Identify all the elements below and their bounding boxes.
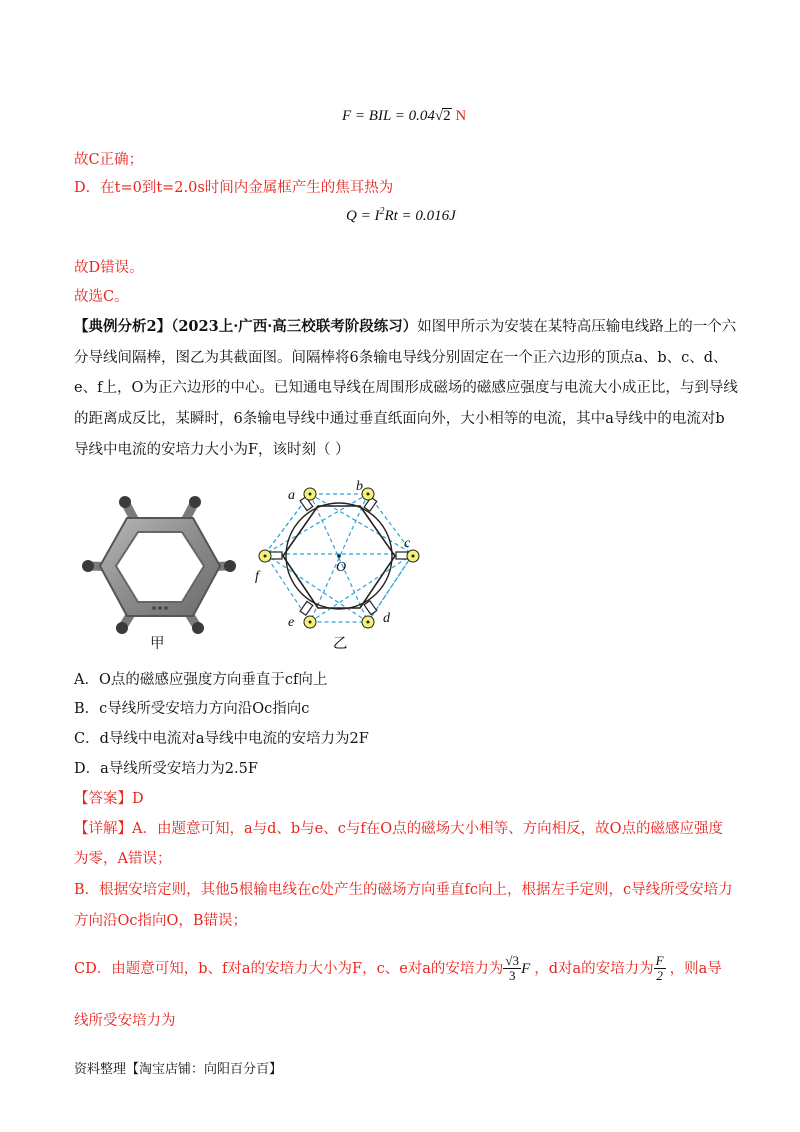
- answer: 【答案】D: [74, 791, 144, 807]
- explanation-line-5: [74, 954, 722, 983]
- formula-f-unit: N: [455, 108, 467, 124]
- frac1-num: √3: [505, 953, 520, 968]
- example-line-5: 导线中电流的安培力大小为F，该时刻（ ）: [74, 442, 350, 458]
- option-d: D．a导线所受安培力为2.5F: [74, 761, 258, 777]
- option-c: C．d导线中电流对a导线中电流的安培力为2F: [74, 731, 369, 747]
- spacer-photo: [80, 488, 240, 648]
- explanation-line-6: 线所受安培力为: [74, 1013, 176, 1029]
- formula-q-rest: Rt = 0.016J: [384, 208, 456, 224]
- label-f: f: [255, 569, 259, 584]
- frac1-tail: F: [521, 960, 531, 977]
- formula-f-radicand: 2: [443, 108, 451, 124]
- label-d: d: [383, 611, 390, 626]
- explanation-line-5b: ，d对a的安培力为: [534, 960, 654, 977]
- formula-q-sup: 2: [379, 206, 385, 217]
- line-d-wrong: 故D错误。: [74, 260, 144, 276]
- example-title: 【典例分析2】（2023上·广西·高三校联考阶段练习）: [74, 318, 418, 335]
- formula-q-text: Q = I: [346, 208, 380, 224]
- formula-q: [346, 206, 456, 225]
- caption-jia: 甲: [150, 636, 165, 652]
- footer-note: 资料整理【淘宝店铺：向阳百分百】: [74, 1062, 283, 1077]
- explanation-line-5c: ，则a导: [669, 960, 722, 977]
- explanation-line-2: 为零，A错误；: [74, 851, 172, 867]
- example-line-3: e、f上，O为正六边形的中心。已知通电导线在周围形成磁场的磁感应强度与电流大小成正比，与到导线: [74, 380, 738, 396]
- example-line-4: 的距离成反比，某瞬时，6条输电导线中通过垂直纸面向外，大小相等的电流，其中a导线中的电流对b: [74, 411, 725, 427]
- frac1-den: 3: [508, 968, 516, 983]
- label-c: c: [404, 536, 411, 551]
- label-o: O: [336, 560, 347, 575]
- example-line-2: 分导线间隔棒，图乙为其截面图。间隔棒将6条输电导线分别固定在一个正六边形的顶点a、b、c、d、: [74, 350, 728, 366]
- option-a: A．O点的磁感应强度方向垂直于cf向上: [74, 672, 328, 688]
- label-a: a: [288, 488, 295, 503]
- explanation-line-4: 方向沿Oc指向O，B错误；: [74, 913, 248, 929]
- fraction-sqrt3-over-3: [503, 954, 521, 983]
- formula-f: F = BIL = 0.04√2 N: [342, 108, 467, 124]
- spacer-photo-image: [80, 488, 240, 648]
- explanation-line-5a: CD．由题意可知，b、f对a的安培力大小为F，c、e对a的安培力为: [74, 960, 504, 977]
- line-d-statement: D．在t=0到t=2.0s时间内金属框产生的焦耳热为: [74, 180, 394, 196]
- frac2-num: F: [655, 953, 664, 968]
- fraction-f-over-2: [654, 954, 666, 983]
- explanation-line-3: B．根据安培定则，其他5根输电线在c处产生的磁场方向垂直fc向上，根据左手定则，c导线所受安培力: [74, 882, 733, 898]
- example-line-1: [74, 317, 736, 337]
- line-choose: 故选C。: [74, 289, 129, 305]
- frac2-den: 2: [656, 968, 663, 983]
- line-c-correct: 故C正确；: [74, 152, 144, 168]
- label-b: b: [356, 479, 363, 494]
- formula-f-lhs: F = BIL = 0.04: [342, 108, 435, 124]
- option-b: B．c导线所受安培力方向沿Oc指向c: [74, 701, 310, 717]
- example-text-1: 如图甲所示为安装在某特高压输电线路上的一个六: [417, 319, 737, 335]
- label-e: e: [288, 615, 295, 630]
- caption-yi: 乙: [333, 636, 348, 652]
- explanation-line-1: 【详解】A．由题意可知，a与d、b与e、c与f在O点的磁场大小相等、方向相反，故O点的磁感应强度: [74, 821, 724, 837]
